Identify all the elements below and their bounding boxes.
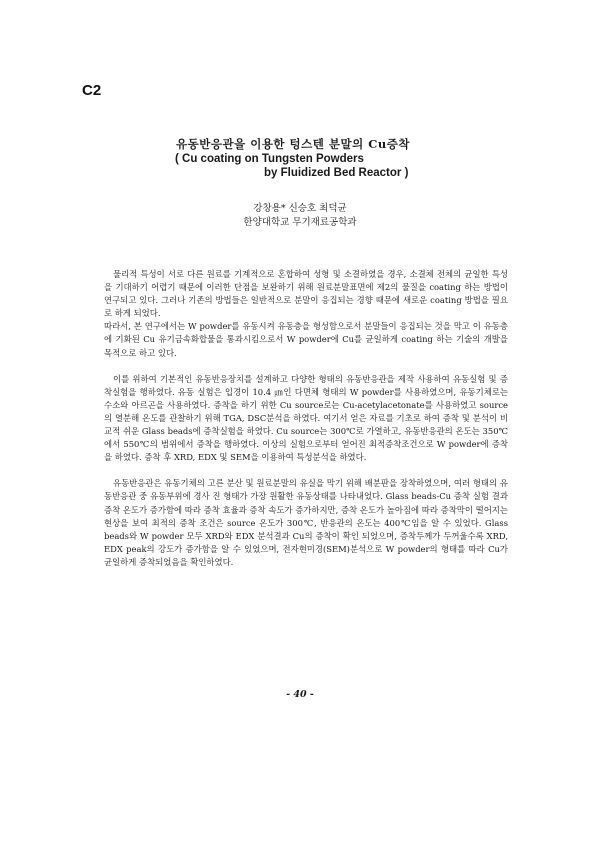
page-number: - 40 -: [286, 689, 314, 700]
korean-title: 유동반응관을 이용한 텅스텐 분말의 Cu증착: [176, 137, 410, 151]
paragraph-4: 유동반응관은 유동기체의 고른 분산 및 원료분말의 유실을 막기 위해 배분판을 장착하였으며, 여러 형태의 유동반응관 중 유동부위에 경사 진 형태가 가장 원활한 유동상태를 나타내었다. Glass beads-Cu 증착 실험 결과 증착 온도가 증가함에 따라 증착 효율과 증착 속도가 증가하지만, 증착 온도가 높아짐에 따라 증착막이 떨어지는 현상을 보여 최적의 증착 조건은 source 온도가 300℃, 반응관의 온도는 400℃임을 알 수 있었다. Glass beads와 W powder 모두 XRD와 EDX 분석결과 Cu의 증착이 확인 되었으며, 증착두께가 두꺼울수록 XRD, EDX peak의 강도가 증가함을 알 수 있었으며, 전자현미경(SEM)분석으로 W powder의 형태를 따라 Cu가 균일하게 증착되었음을 확인하였다.: [104, 478, 508, 567]
author-affiliation: 한양대학교 무기재료공학과: [243, 217, 357, 228]
paragraph-3: 이를 위하여 기본적인 유동반응장치를 설계하고 다양한 형태의 유동반응관을 제작 사용하여 유동실험 및 증착실험을 행하였다. 유동 실험은 입경이 10.4 ㎛인 다면체 형태의 W powder를 사용하였으며, 유동기체로는 수소와 아르곤을 사용하였다. 증착을 하기 위한 Cu source로는 Cu-acetylacetonate를 사용하였고 source의 열분해 온도를 관찰하기 위해 TGA, DSC분석을 하였다. 여기서 얻은 자료를 기초로 하여 증착 및 분석이 비교적 쉬운 Glass beads에 증착실험을 하였다. Cu source는 300℃로 가열하고, 유동반응관의 온도는 350℃에서 550℃의 범위에서 증착을 행하였다. 이상의 실험으로부터 얻어진 최적증착조건으로 W powder에 증착을 하였다. 증착 후 XRD, EDX 및 SEM을 이용하여 특성분석을 하였다.: [104, 373, 508, 463]
english-title-line1: ( Cu coating on Tungsten Powders: [175, 153, 364, 165]
author-names: 강창용* 신승호 최덕균: [253, 203, 347, 214]
paragraph-2: 따라서, 본 연구에서는 W powder를 유동시켜 유동층을 형성함으로서 분말들이 응집되는 것을 막고 이 유동층에 기화된 Cu 유기금속화합물을 통과시킴으로서 W powder에 Cu를 균일하게 coating 하는 기술의 개발을 목적으로 하고 있다.: [104, 321, 508, 358]
section-code: C2: [82, 82, 102, 99]
abstract-body: [104, 268, 508, 582]
title-block: [0, 136, 600, 179]
paragraph-1: 물리적 특성이 서로 다른 원료를 기계적으로 혼합하여 성형 및 소결하였을 경우, 소결체 전체의 균일한 특성을 기대하기 어렵기 때문에 이러한 단점을 보완하기 위해 원료분말표면에 제2의 물질을 coating 하는 방법이 연구되고 있다. 그러나 기존의 방법들은 일반적으로 분말이 응집되는 경향 때문에 새로운 coating 방법을 필요로 하게 되었다.: [104, 269, 508, 319]
english-title-line2: by Fluidized Bed Reactor ): [264, 167, 409, 179]
